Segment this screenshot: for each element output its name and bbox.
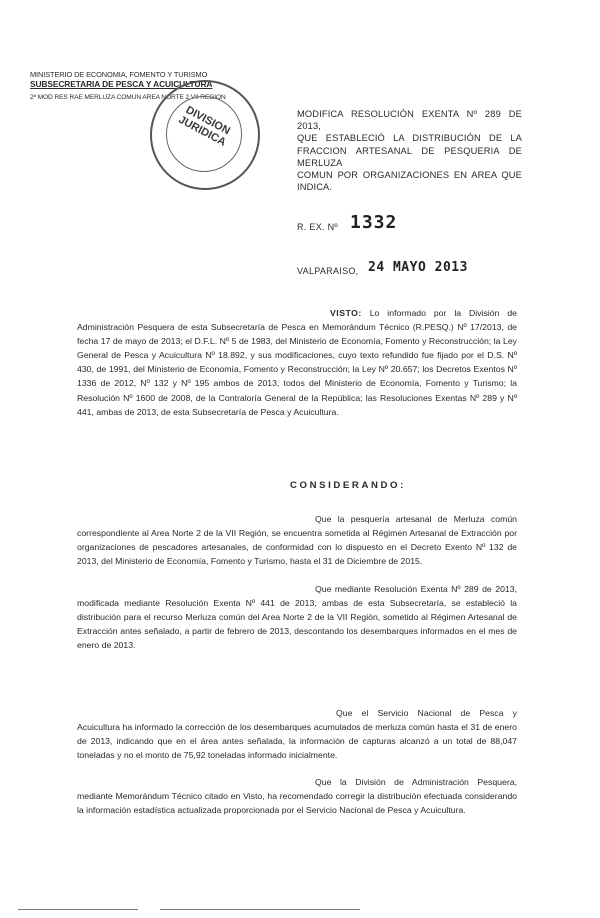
considerando-paragraph-4	[77, 775, 517, 817]
division-juridica-stamp	[150, 80, 260, 190]
considerando-paragraph-3	[77, 706, 517, 762]
visto-keyword: VISTO:	[330, 308, 362, 318]
visto-paragraph	[77, 306, 517, 419]
considerando-paragraph-1	[77, 512, 517, 568]
title-line: COMUN POR ORGANIZACIONES EN AREA QUE	[297, 170, 522, 181]
title-line: QUE ESTABLECIÓ LA DISTRIBUCIÓN DE LA	[297, 133, 522, 144]
stamp-text: DIVISION JURIDICA	[176, 104, 232, 149]
paragraph-text: Que mediante Resolución Exenta Nº 289 de 2013, modificada mediante Resolución Exenta Nº 441 de 2013, ambas de esta Subsecretaría, se estableció la distribución para el recurso Merluza común del Area Norte 2 de la VII Región, sometido al Régimen Artesanal de Extracción antes señalado, a partir de febrero de 2013, descontando los desembarques informados en el mes de enero de 2013.	[77, 584, 517, 651]
resolution-number: 1332	[350, 212, 398, 233]
resolution-number-label: R. EX. Nº	[297, 222, 338, 232]
footer-rule	[18, 909, 138, 910]
handwritten-date: 24 MAYO 2013	[368, 260, 468, 275]
city-label: VALPARAISO,	[297, 266, 359, 276]
document-reference: 2ª MOD RES RAE MERLUZA COMUN AREA NORTE 2 VII REGION	[30, 94, 226, 101]
title-line: INDICA.	[297, 182, 333, 193]
ministry-name: MINISTERIO DE ECONOMIA, FOMENTO Y TURISMO	[30, 70, 208, 79]
footer-rule	[160, 909, 360, 910]
resolution-title	[297, 108, 522, 193]
visto-text: Lo informado por la División de Administración Pesquera de esta Subsecretaría de Pesca en Memorándum Técnico (R.PESQ.) Nº 17/2013, de fecha 17 de mayo de 2013; el D.F.L. Nº 5 de 1983, del Ministerio de Economía, Fomento y Reconstrucción; la Ley General de Pesca y Acuicultura Nº 18.892, y sus modificaciones, cuyo texto refundido fue fijado por el D.S. Nº 430, de 1991, del Ministerio de Economía, Fomento y Reconstrucción; la Ley Nº 20.657; los Decretos Exentos Nº 1336 de 2012, Nº 132 y Nº 195 ambos de 2013, todos del Ministerio de Economía, Fomento y Turismo; la Resolución Nº 1600 de 2008, de la Contraloría General de la República; las Resoluciones Exentas Nº 289 y Nº 441, ambas de 2013, de esta Subsecretaría de Pesca y Acuicultura.	[77, 308, 517, 417]
subsecretaria-name: SUBSECRETARIA DE PESCA Y ACUICULTURA	[30, 79, 213, 89]
considerando-heading: CONSIDERANDO:	[290, 480, 406, 491]
paragraph-text: Que el Servicio Nacional de Pesca y Acuicultura ha informado la corrección de los desembarques acumulados de merluza común hasta el 31 de enero de 2013, indicando que en el área antes señalada, la información de capturas alcanzó a un total de 88,047 toneladas y no el monto de 75,92 toneladas informado inicialmente.	[77, 708, 517, 761]
title-line: MODIFICA RESOLUCIÓN EXENTA Nº 289 DE 2013,	[297, 109, 522, 132]
title-line: FRACCION ARTESANAL DE PESQUERIA DE MERLUZA	[297, 145, 522, 168]
considerando-paragraph-2	[77, 582, 517, 652]
paragraph-text: Que la pesquería artesanal de Merluza común correspondiente al Area Norte 2 de la VII Región, se encuentra sometida al Régimen Artesanal de Extracción por organizaciones de pescadores artesanales, de conformidad con lo dispuesto en el Decreto Exento Nº 132 de 2013, del Ministerio de Economía, Fomento y Turismo, hasta el 31 de Diciembre de 2015.	[77, 514, 517, 567]
paragraph-text: Que la División de Administración Pesquera, mediante Memorándum Técnico citado en Visto, ha recomendado corregir la distribución efectuada considerando la información estadística actualizada proporcionada por el Servicio Nacional de Pesca y Acuicultura.	[77, 777, 517, 816]
